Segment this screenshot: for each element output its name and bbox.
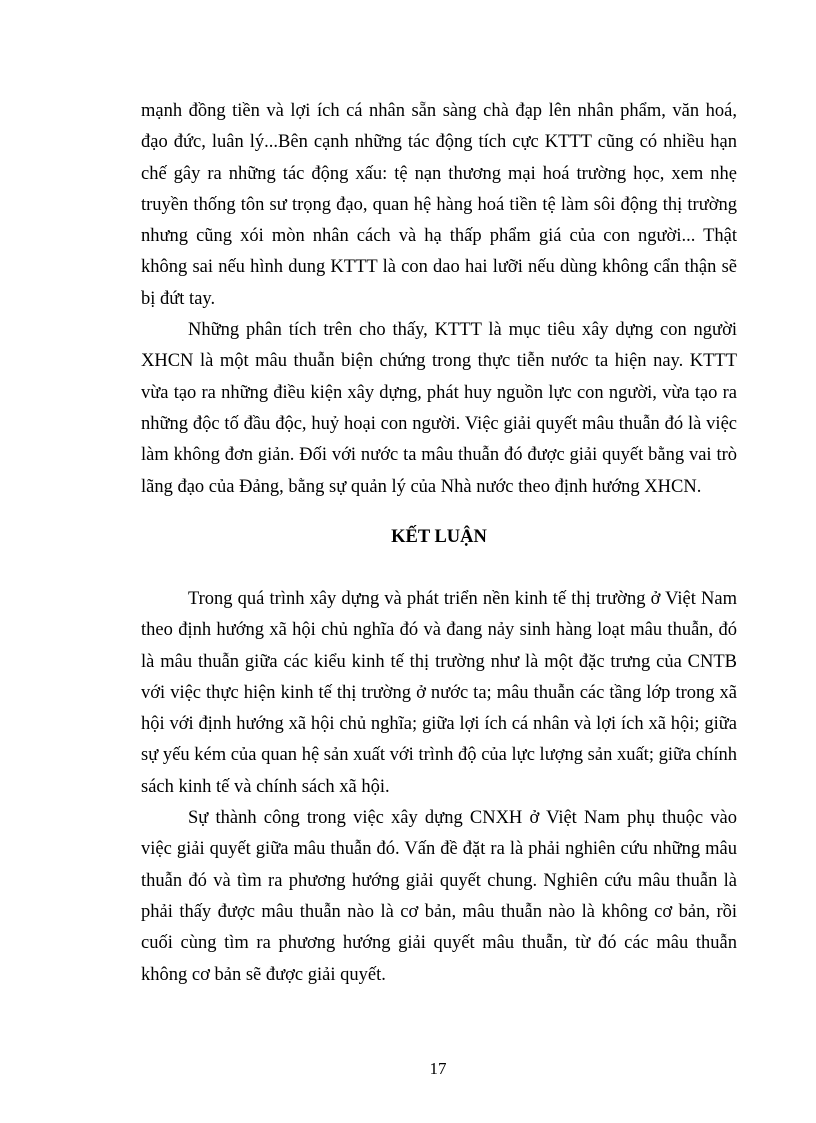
body-text-conclusion: [141, 584, 737, 991]
body-text-before-heading: [141, 96, 737, 503]
page-number: 17: [429, 1059, 447, 1078]
paragraph-continuation: mạnh đồng tiền và lợi ích cá nhân sẵn sàng chà đạp lên nhân phẩm, văn hoá, đạo đức, luân lý...Bên cạnh những tác động tích cực KTTT cũng có nhiều hạn chế gây ra những tác động xấu: tệ nạn thương mại hoá trường học, xem nhẹ truyền thống tôn sư trọng đạo, quan hệ hàng hoá tiền tệ làm sôi động thị trường nhưng cũng xói mòn nhân cách và hạ thấp phẩm giá của con người... Thật không sai nếu hình dung KTTT là con dao hai lưỡi nếu dùng không cẩn thận sẽ bị đứt tay.: [141, 101, 737, 309]
paragraph-analysis: Những phân tích trên cho thấy, KTTT là mục tiêu xây dựng con người XHCN là một mâu thuẫn biện chứng trong thực tiễn nước ta hiện nay. KTTT vừa tạo ra những điều kiện xây dựng, phát huy nguồn lực con người, vừa tạo ra những độc tố đầu độc, huỷ hoại con người. Việc giải quyết mâu thuẫn đó là việc làm không đơn giản. Đối với nước ta mâu thuẫn đó được giải quyết bằng vai trò lãng đạo của Đảng, bằng sự quản lý của Nhà nước theo định hướng XHCN.: [141, 320, 737, 497]
section-heading-conclusion: KẾT LUẬN: [391, 527, 487, 547]
paragraph-conclusion-1: Trong quá trình xây dựng và phát triển nền kinh tế thị trường ở Việt Nam theo định hướng xã hội chủ nghĩa đó và đang nảy sinh hàng loạt mâu thuẫn, đó là mâu thuẫn giữa các kiểu kinh tế thị trường như là một đặc trưng của CNTB với việc thực hiện kinh tế thị trường ở nước ta; mâu thuẫn các tầng lớp trong xã hội với định hướng xã hội chủ nghĩa; giữa lợi ích cá nhân và lợi ích xã hội; giữa sự yếu kém của quan hệ sản xuất với trình độ của lực lượng sản xuất; giữa chính sách kinh tế và chính sách xã hội.: [141, 589, 737, 797]
paragraph-conclusion-2: Sự thành công trong việc xây dựng CNXH ở Việt Nam phụ thuộc vào việc giải quyết giữa mâu thuẫn đó. Vấn đề đặt ra là phải nghiên cứu những mâu thuẫn đó và tìm ra phương hướng giải quyết chung. Nghiên cứu mâu thuẫn là phải thấy được mâu thuẫn nào là cơ bản, mâu thuẫn nào là không cơ bản, rồi cuối cùng tìm ra phương hướng giải quyết mâu thuẫn, từ đó các mâu thuẫn không cơ bản sẽ được giải quyết.: [141, 808, 737, 985]
